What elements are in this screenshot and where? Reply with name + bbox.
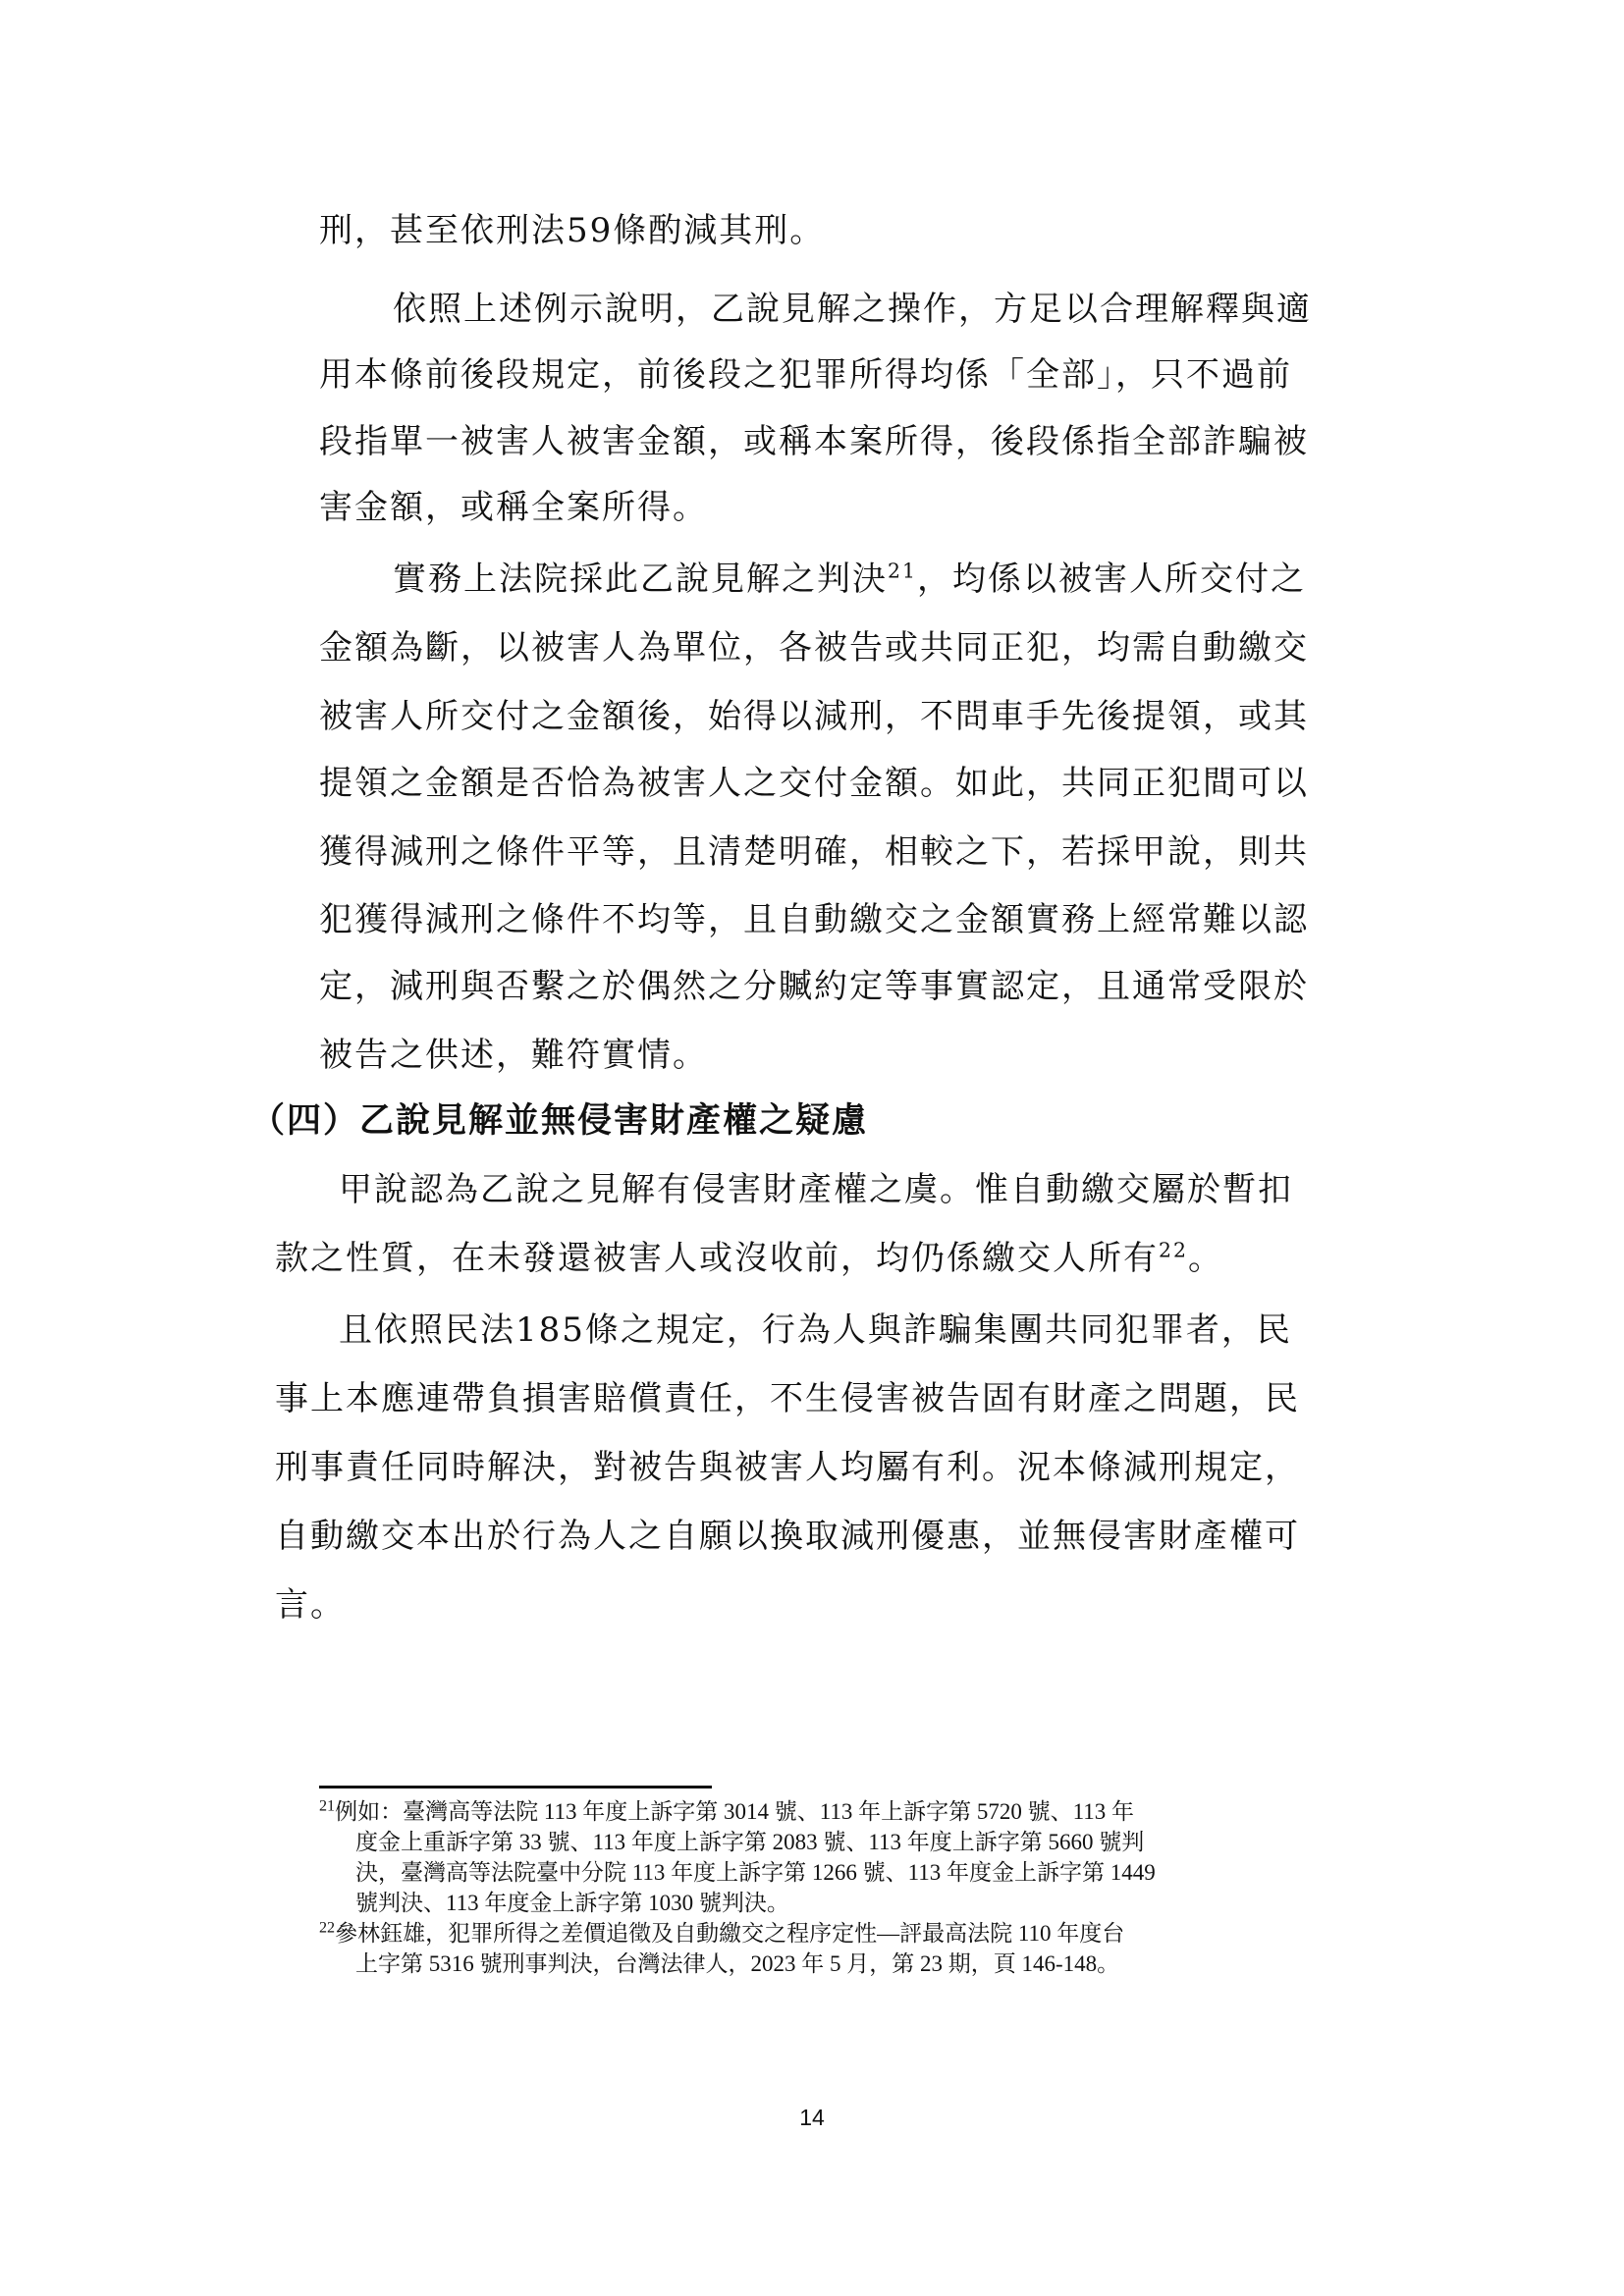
footnote-21-line-3: 決，臺灣高等法院臺中分院 113 年度上訴字第 1266 號、113 年度金上訴字第 1449 xyxy=(355,1860,1156,1885)
section-line-3: 且依照民法185條之規定，行為人與詐騙集團共同犯罪者，民 xyxy=(339,1310,1292,1350)
body-line-6-text-a: 實務上法院採此乙說見解之判決 xyxy=(393,560,888,599)
body-line-4: 段指單一被害人被害金額，或稱本案所得，後段係指全部詐騙被 xyxy=(319,422,1309,461)
section-line-4: 事上本應連帶負損害賠償責任，不生侵害被告固有財產之問題，民 xyxy=(275,1379,1300,1418)
section-line-7: 言。 xyxy=(275,1585,346,1625)
body-line-5: 害金額，或稱全案所得。 xyxy=(319,488,708,527)
footnote-21-text-1: 例如：臺灣高等法院 113 年度上訴字第 3014 號、113 年上訴字第 5720 號、113 年 xyxy=(335,1799,1135,1824)
footnote-22-line-1 xyxy=(319,1920,1124,1948)
footnote-22-text-1: 參林鈺雄，犯罪所得之差價追徵及自動繳交之程序定性—評最高法院 110 年度台 xyxy=(335,1921,1125,1946)
body-line-13: 被告之供述，難符實情。 xyxy=(319,1036,708,1075)
footnote-22-line-2: 上字第 5316 號刑事判決，台灣法律人，2023 年 5 月，第 23 期，頁 146-148。 xyxy=(355,1951,1120,1976)
body-line-3: 用本條前後段規定，前後段之犯罪所得均係「全部」，只不過前 xyxy=(319,355,1292,395)
body-line-1: 刑，甚至依刑法59條酌減其刑。 xyxy=(319,211,826,250)
footnote-21-line-2: 度金上重訴字第 33 號、113 年度上訴字第 2083 號、113 年度上訴字第 5660 號判 xyxy=(355,1830,1145,1854)
footnote-21-line-4: 號判決、113 年度金上訴字第 1030 號判決。 xyxy=(355,1891,789,1915)
body-line-9: 提領之金額是否恰為被害人之交付金額。如此，共同正犯間可以 xyxy=(319,764,1309,803)
body-line-7: 金額為斷，以被害人為單位，各被告或共同正犯，均需自動繳交 xyxy=(319,628,1309,667)
body-line-6 xyxy=(393,560,1306,599)
footnote-divider xyxy=(319,1786,712,1789)
body-line-2: 依照上述例示說明，乙說見解之操作，方足以合理解釋與適 xyxy=(393,290,1312,329)
footnote-21-mark: 21 xyxy=(319,1797,336,1815)
section-heading: （四）乙說見解並無侵害財產權之疑慮 xyxy=(250,1101,869,1141)
page-number: 14 xyxy=(799,2105,825,2130)
section-line-2 xyxy=(275,1239,1223,1278)
body-line-10: 獲得減刑之條件平等，且清楚明確，相較之下，若採甲說，則共 xyxy=(319,832,1309,872)
footnote-ref-22[interactable]: 22 xyxy=(1159,1238,1188,1262)
section-line-2-end: 。 xyxy=(1187,1239,1223,1278)
section-line-2-text: 款之性質，在未發還被害人或沒收前，均仍係繳交人所有 xyxy=(275,1239,1159,1278)
body-line-11: 犯獲得減刑之條件不均等，且自動繳交之金額實務上經常難以認 xyxy=(319,900,1309,939)
footnote-22-mark: 22 xyxy=(319,1919,336,1937)
body-line-12: 定，減刑與否繫之於偶然之分贓約定等事實認定，且通常受限於 xyxy=(319,967,1309,1006)
section-line-5: 刑事責任同時解決，對被告與被害人均屬有利。況本條減刑規定， xyxy=(275,1448,1300,1487)
section-line-1: 甲說認為乙說之見解有侵害財產權之虞。惟自動繳交屬於暫扣 xyxy=(339,1170,1293,1209)
footnote-21-line-1 xyxy=(319,1798,1134,1826)
body-line-6-text-b: ，均係以被害人所交付之 xyxy=(916,560,1306,599)
body-line-8: 被害人所交付之金額後，始得以減刑，不問車手先後提領，或其 xyxy=(319,697,1309,736)
footnote-ref-21[interactable]: 21 xyxy=(888,559,917,583)
section-line-6: 自動繳交本出於行為人之自願以換取減刑優惠，並無侵害財產權可 xyxy=(275,1517,1300,1556)
